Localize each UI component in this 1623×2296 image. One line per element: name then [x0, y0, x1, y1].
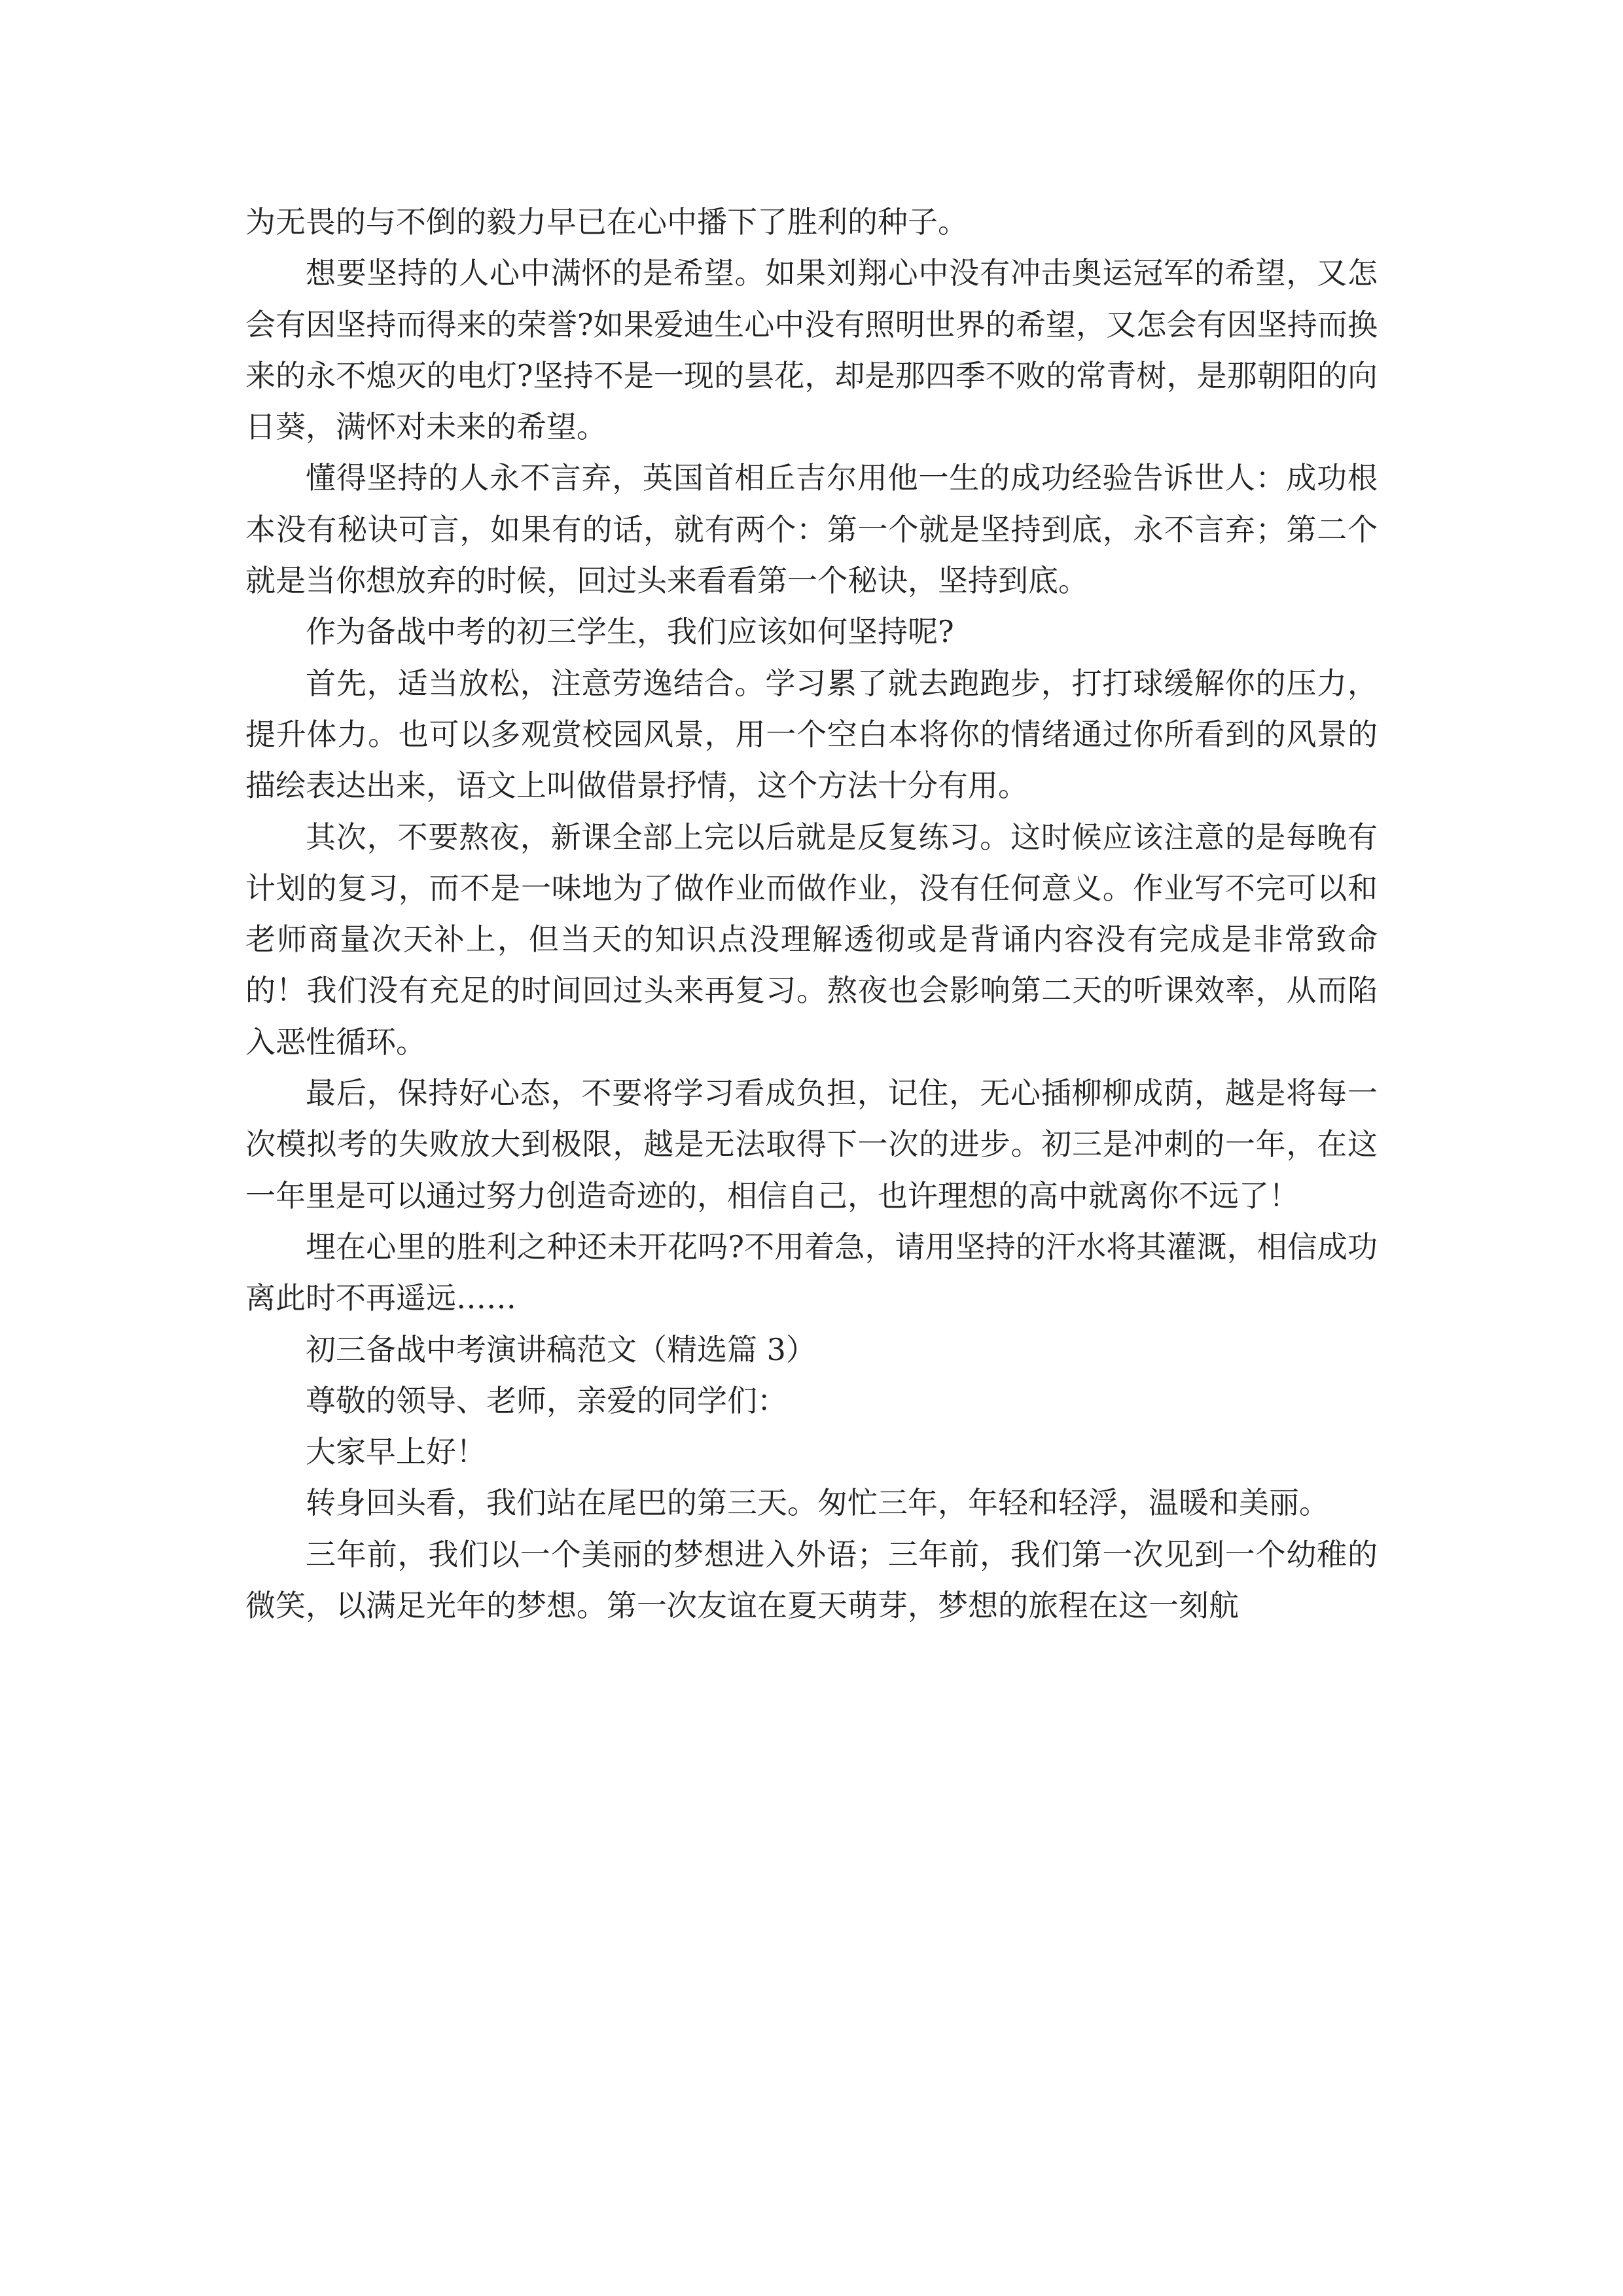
paragraph-13: 三年前，我们以一个美丽的梦想进入外语；三年前，我们第一次见到一个幼稚的微笑，以满足光年的梦想。第一次友谊在夏天萌芽，梦想的旅程在这一刻航 [245, 1536, 1378, 1624]
paragraph-7: 最后，保持好心态，不要将学习看成负担，记住，无心插柳柳成荫，越是将每一次模拟考的失败放大到极限，越是无法取得下一次的进步。初三是冲刺的一年，在这一年里是可以通过努力创造奇迹的，相信自己，也许理想的高中就离你不远了！ [245, 1075, 1378, 1213]
paragraph-12: 转身回头看，我们站在尾巴的第三天。匆忙三年，年轻和轻浮，温暖和美丽。 [306, 1485, 1329, 1521]
paragraph-5: 首先，适当放松，注意劳逸结合。学习累了就去跑跑步，打打球缓解你的压力，提升体力。也可以多观赏校园风景，用一个空白本将你的情绪通过你所看到的风景的描绘表达出来，语文上叫做借景抒情，这个方法十分有用。 [245, 665, 1378, 804]
paragraph-1: 为无畏的与不倒的毅力早已在心中播下了胜利的种子。 [245, 204, 968, 240]
section-heading: 初三备战中考演讲稿范文（精选篇 3） [306, 1331, 816, 1367]
paragraph-6: 其次，不要熬夜，新课全部上完以后就是反复练习。这时候应该注意的是每晚有计划的复习，而不是一味地为了做作业而做作业，没有任何意义。作业写不完可以和老师商量次天补上，但当天的知识点没理解透彻或是背诵内容没有完成是非常致命的！我们没有充足的时间回过头来再复习。熬夜也会影响第二天的听课效率，从而陷入恶性循环。 [245, 819, 1378, 1060]
salutation: 尊敬的领导、老师，亲爱的同学们： [306, 1382, 787, 1418]
document-body [245, 196, 1378, 1631]
paragraph-2: 想要坚持的人心中满怀的是希望。如果刘翔心中没有冲击奥运冠军的希望，又怎会有因坚持而得来的荣誉?如果爱迪生心中没有照明世界的希望，又怎会有因坚持而换来的永不熄灭的电灯?坚持不是一现的昙花，却是那四季不败的常青树，是那朝阳的向日葵，满怀对未来的希望。 [245, 255, 1378, 445]
greeting: 大家早上好！ [306, 1434, 486, 1470]
paragraph-3: 懂得坚持的人永不言弃，英国首相丘吉尔用他一生的成功经验告诉世人：成功根本没有秘诀可言，如果有的话，就有两个：第一个就是坚持到底，永不言弃；第二个就是当你想放弃的时候，回过头来看看第一个秘诀，坚持到底。 [245, 460, 1378, 599]
paragraph-4: 作为备战中考的初三学生，我们应该如何坚持呢? [306, 614, 954, 650]
paragraph-8: 埋在心里的胜利之种还未开花吗?不用着急，请用坚持的汗水将其灌溉，相信成功离此时不再遥远…… [245, 1229, 1378, 1316]
